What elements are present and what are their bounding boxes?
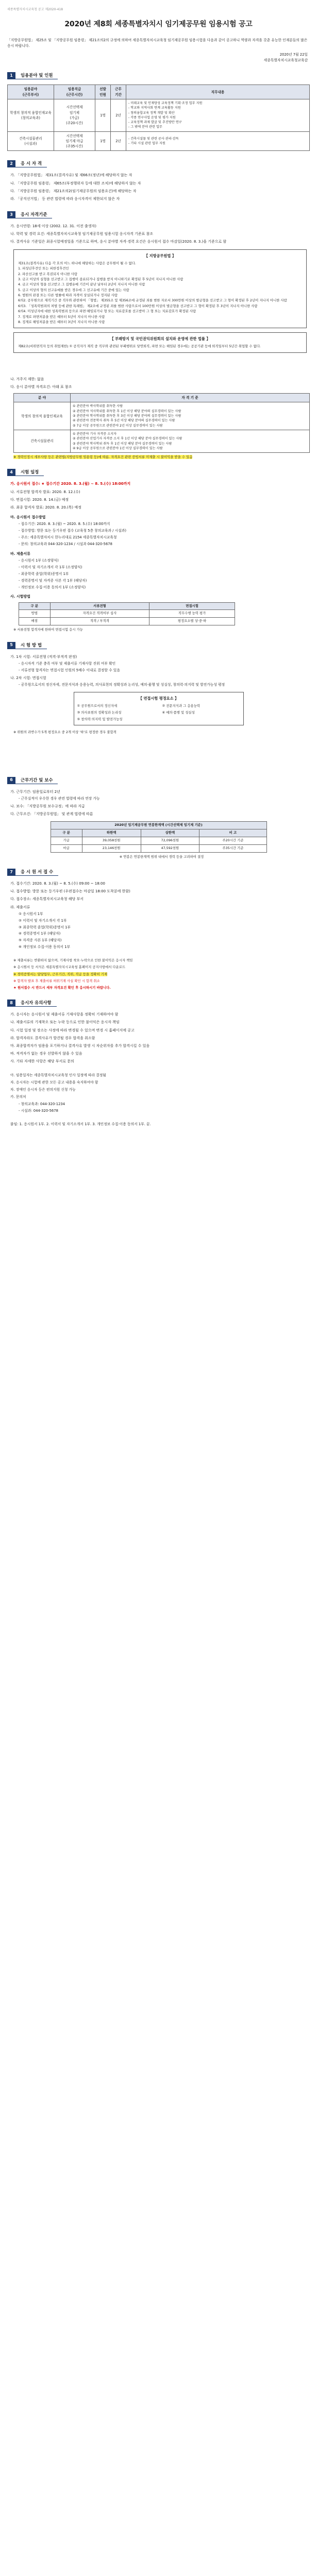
apply-line: - 접수방법: 방문 또는 등기우편 접수 (교육청 5층 창의교육과 / 시설과) bbox=[19, 529, 126, 533]
cell: 47,592천원 bbox=[141, 844, 199, 852]
exam-method-note: ※ 서류전형 합격자에 한하여 면접시험 응시 가능 bbox=[13, 628, 83, 632]
list-item: 나. 학력 및 경력 요건: 세종특별자치시교육청 임기제공무원 임용시험 응시자격 기준표 참조 bbox=[10, 232, 154, 236]
exam-method-table bbox=[19, 602, 235, 626]
list-item: 라. 「공직선거법」 등 관련 법령에 따라 응시자격이 제한되지 않은 자 bbox=[10, 196, 120, 201]
criteria-item: ⑤ 창의력·의지력 및 발전가능성 bbox=[77, 717, 123, 721]
law-excerpt-box bbox=[13, 249, 307, 329]
section-7-header bbox=[7, 869, 310, 876]
document-line: - 최종학력 졸업(학위)증명서 1부 bbox=[19, 571, 69, 576]
col-header: 상한액 bbox=[141, 829, 199, 837]
section-title: 응 시 자 격 bbox=[15, 160, 47, 167]
cell: 마급 bbox=[51, 844, 82, 852]
list-item: 다. 면접시험: 2020. 8. 14.(금) 예정 bbox=[10, 497, 69, 502]
col-header: 분 야 bbox=[14, 394, 71, 402]
criteria-item: ③ 의사표현의 정확성과 논리성 bbox=[77, 710, 122, 715]
list-item: 다. 응시 분야별 자격요건: 아래 표 참조 bbox=[10, 385, 72, 389]
section-title: 응 시 원 서 접 수 bbox=[15, 869, 58, 876]
closing-line: 자. 응시자는 시험에 관한 모든 공고 내용을 숙지하여야 함 bbox=[10, 1080, 98, 1084]
col-header: 자 격 기 준 bbox=[71, 394, 310, 402]
section-number: 7 bbox=[7, 869, 15, 876]
section-8-header bbox=[7, 999, 310, 1007]
cell: 39,058천원 bbox=[82, 837, 141, 844]
list-item: 가. 접수기간: 2020. 8. 3.(월) ~ 8. 5.(수) 09:00 ~ 18:00 bbox=[10, 882, 105, 886]
interview-criteria-box bbox=[74, 692, 244, 726]
document-line: - 응시원서 1부 (소정양식) bbox=[19, 558, 59, 563]
qualification-note: ※ 경력인정시 세부사항 등은 관련법(지방공무원 임용령 등)에 따름. 자격요건 관련 증빙서류 미제출 시 불이익을 받을 수 있음 bbox=[13, 455, 193, 460]
list-item: 다. 「지방공무원 임용령」 제21조의2(임기제공무원의 임용요건)에 해당하는 자 bbox=[10, 189, 137, 193]
section-number: 5 bbox=[7, 642, 15, 649]
table-row bbox=[8, 99, 310, 131]
col-header: 선발 인원 bbox=[95, 85, 111, 99]
cell-period: 2년 bbox=[111, 99, 126, 131]
section-3-header bbox=[7, 211, 310, 218]
col-header: 서류전형 bbox=[50, 602, 149, 610]
table-row bbox=[19, 610, 235, 618]
criteria-item: ④ 예의·품행 및 성실성 bbox=[162, 710, 195, 715]
cell: 72,096천원 bbox=[141, 837, 199, 844]
submission-note: ※ 합격자 발표 후 제출서류 허위기재 사실 확인 시 합격 취소 bbox=[13, 978, 100, 983]
section-6-header bbox=[7, 777, 310, 784]
cell-field: 건축시설물관리 bbox=[14, 430, 71, 452]
table-row bbox=[14, 402, 310, 430]
box-line: 5. 금고 이상의 형의 선고유예를 받은 경우에 그 선고유예 기간 중에 있는 사람 bbox=[18, 287, 129, 292]
list-sub-item: - 서류전형 합격자는 면접시험 인원의 5배수 이내로 결정할 수 있음 bbox=[19, 668, 120, 672]
list-item: 다. 접수장소: 세종특별자치시교육청 해당 부서 bbox=[10, 897, 84, 902]
announcement-date: 2020년 7월 22일 bbox=[279, 52, 308, 57]
criteria-item: ② 전문지식과 그 응용능력 bbox=[162, 703, 201, 708]
interview-note: ※ 위원의 과반수가 5개 평정요소 중 2개 이상 '하'로 평정한 경우 불합격 bbox=[13, 730, 116, 735]
col-header: 직무내용 bbox=[126, 85, 310, 99]
cell: 자격요건 적격여부 심사 bbox=[50, 610, 149, 618]
table-title: 2020년 임기제공무원 연봉한계액 (시간선택제 임기제 기준) bbox=[51, 822, 266, 829]
cell-field: 학생의 창의적 융합인재교육 bbox=[14, 402, 71, 430]
document-line: ④ 경력증명서 1부 (해당자) bbox=[19, 931, 61, 936]
document-line: - 경력증명서 및 자격증 사본 각 1부 (해당자) bbox=[19, 578, 87, 583]
list-item: 나. 「지방공무원 임용령」 제65조(부정행위자 등에 대한 조치)에 해당하지 않는 자 bbox=[10, 181, 141, 185]
cell-criteria: ① 관련분야 박사학위를 취득한 사람 ② 관련분야 석사학위를 취득한 후 1년 이상 해당 분야의 실무경력이 있는 사람 ③ 관련분야 학사학위를 취득한 후 3년 이상 해당 분야의 실무경력이 있는 사람 ④ 관련분야 전문학사 취득 후 5년 이상 해당 분야의 실무경력이 있는 사람 ⑤ 7급 이상 공무원으로 관련분야 2년 이상 실무경력이 있는 사람 bbox=[71, 402, 310, 430]
document-line: ② 이력서 및 자기소개서 각 1부 bbox=[19, 918, 67, 923]
section-2-header bbox=[7, 160, 310, 167]
list-item: 가. 응시자는 응시원서 및 제출서류 기재사항을 정확히 기재하여야 함 bbox=[10, 1012, 119, 1017]
closing-line: 아. 임용일자는 세종특별자치시교육청 인사 일정에 따라 결정됨 bbox=[10, 1073, 106, 1077]
section-number: 8 bbox=[7, 999, 15, 1007]
list-sub-item: - 근무실적이 우수한 경우 관련 법령에 따라 연장 가능 bbox=[19, 796, 100, 801]
col-header: 비 고 bbox=[199, 829, 266, 837]
qualification-table bbox=[13, 393, 310, 453]
table-title-row bbox=[51, 822, 266, 829]
list-item: 바. 적격자가 없는 경우 선발하지 않을 수 있음 bbox=[10, 1052, 82, 1056]
list-item: 가. 응시연령: 18세 이상 (2002. 12. 31. 이전 출생자) bbox=[10, 224, 96, 229]
cell: 배점 bbox=[19, 618, 51, 625]
closing-line: 차. 장애인 응시자 등은 편의지원 신청 가능 bbox=[10, 1088, 76, 1092]
table-row bbox=[8, 131, 310, 151]
section-title: 응시 자격기준 bbox=[15, 211, 52, 218]
col-header: 임용분야 (근무부서) bbox=[8, 85, 54, 99]
box-line: 4. 금고 이상의 형을 선고받고 그 집행유예 기간이 끝난 날부터 2년이 지나지 아니한 사람 bbox=[18, 282, 145, 287]
table-header-row bbox=[14, 394, 310, 402]
cell: 적격 / 부적격 bbox=[50, 618, 149, 625]
cell: 방법 bbox=[19, 610, 51, 618]
cell-dept: 학생의 창의적 융합인재교육 (창의교육과) bbox=[8, 99, 54, 131]
cell-count: 1명 bbox=[95, 131, 111, 151]
date-block bbox=[7, 52, 308, 63]
cell: 직무수행 능력 평가 bbox=[149, 610, 235, 618]
list-item: 다. 시험 일정 및 장소는 사정에 따라 변경될 수 있으며 변경 시 홈페이지에 공고 bbox=[10, 1028, 135, 1032]
list-item: 가. 응시원서 접수: ★ 접수기간 2020. 8. 3.(월) ~ 8. 5.(수) 18:00까지 bbox=[10, 482, 131, 486]
box-line: 6의4. 미성년자에 대한 성폭력범죄 등으로 파면·해임되거나 형 또는 치료감호를 선고받아 그 형 또는 치료감호가 확정된 사람 bbox=[18, 309, 196, 314]
submission-note: ※ 경력증명서는 담당업무, 근무기간, 직위, 직급 등을 정확히 기재 bbox=[13, 972, 108, 976]
table-row bbox=[14, 430, 310, 452]
list-item: 나. 보수: 「지방공무원 보수규정」에 따라 지급 bbox=[10, 804, 85, 808]
list-item: 나. 거주지 제한: 없음 bbox=[10, 377, 44, 381]
closing-line: 카. 문의처 bbox=[10, 1095, 26, 1099]
table-header-row bbox=[51, 829, 266, 837]
box-line: 2. 파산선고를 받고 복권되지 아니한 사람 bbox=[18, 272, 78, 276]
list-item: 나. 서류전형 합격자 발표: 2020. 8. 12.(수) bbox=[10, 489, 80, 494]
section-number: 2 bbox=[7, 160, 15, 167]
col-header: 하한액 bbox=[82, 829, 141, 837]
box-line: 6. 법원의 판결 또는 다른 법률에 따라 자격이 상실되거나 정지된 사람 bbox=[18, 293, 118, 298]
table-header-row bbox=[19, 602, 235, 610]
document-line: ③ 최종학력 졸업(학위)증명서 1부 bbox=[19, 925, 71, 929]
list-item: 나. 2차 시험: 면접시험 bbox=[10, 675, 46, 680]
box-line: 3. 금고 이상의 실형을 선고받고 그 집행이 종료되거나 집행을 받지 아니하기로 확정된 후 5년이 지나지 아니한 사람 bbox=[18, 277, 183, 281]
box-title: 【 면접시험 평정요소 】 bbox=[138, 696, 179, 701]
document-line: - 이력서 및 자기소개서 각 1부 (소정양식) bbox=[19, 565, 82, 569]
list-item: 마. 최종합격자가 임용을 포기하거나 결격사유 발생 시 차순위자를 추가 합격시킬 수 있음 bbox=[10, 1044, 150, 1048]
table-header-row bbox=[8, 85, 310, 99]
cell: 23,146천원 bbox=[82, 844, 141, 852]
exam-method-title: 사. 시험방법 bbox=[10, 595, 30, 599]
list-sub-item: - 공무원으로서의 정신자세, 전문지식과 응용능력, 의사표현의 정확성과 논리성, 예의·품행 및 성실성, 창의력·의지력 및 발전가능성 평정 bbox=[19, 682, 225, 687]
criteria-item bbox=[162, 717, 240, 722]
col-header: 근무 기간 bbox=[111, 85, 126, 99]
box-line: 8. 징계로 해임처분을 받은 때부터 3년이 지나지 아니한 사람 bbox=[18, 319, 105, 324]
list-item: 나. 접수방법: 방문 또는 등기우편 (우편접수는 마감일 18:00 도착분에 한함) bbox=[10, 889, 130, 894]
box-title: 【 지방공무원법 】 bbox=[144, 253, 176, 258]
section-4-header bbox=[7, 469, 310, 476]
col-header: 구 분 bbox=[51, 829, 82, 837]
cell-period: 2년 bbox=[111, 131, 126, 151]
cell-grade: 시간선택제 임기제 (가급) (주20시간) bbox=[54, 99, 95, 131]
cell-duty: - 건축시설물 및 관련 공사 관리·감독 - 기타 시설 관련 업무 지원 bbox=[126, 131, 310, 151]
list-item: 라. 제출서류 bbox=[10, 905, 30, 909]
list-item: 라. 최종 합격자 발표: 2020. 8. 20.(목) 예정 bbox=[10, 505, 81, 510]
attachments-line: 붙임: 1. 응시원서 1부. 2. 이력서 및 자기소개서 1부. 3. 개인정보 수집·이용 동의서 1부. 끝. bbox=[10, 1122, 151, 1127]
positions-table bbox=[7, 84, 310, 151]
page-title: 2020년 제8회 세종특별자치시 임기제공무원 임용시험 공고 bbox=[64, 20, 253, 29]
contact-line: - 시설과: 044-320-5678 bbox=[19, 1109, 58, 1113]
documents-title: 바. 제출서류 bbox=[10, 551, 30, 556]
section-title: 임용분야 및 인원 bbox=[15, 72, 58, 79]
document-line: ① 응시원서 1부 bbox=[19, 911, 43, 916]
section-title: 근무기간 및 보수 bbox=[15, 777, 58, 784]
cell: 주35시간 기준 bbox=[199, 844, 266, 852]
section-number: 3 bbox=[7, 211, 15, 218]
document-line: - 개인정보 수집·이용 동의서 1부 (소정양식) bbox=[19, 585, 86, 589]
apply-method-title: 마. 응시원서 접수방법 bbox=[10, 515, 46, 520]
table-row bbox=[19, 618, 235, 625]
section-number: 4 bbox=[7, 469, 15, 476]
cell-grade: 시간선택제 임기제 마급 (주35시간) bbox=[54, 131, 95, 151]
list-item: 나. 제출서류의 기재착오 또는 누락 등으로 인한 불이익은 응시자 책임 bbox=[10, 1020, 120, 1025]
section-title: 시험 일정 bbox=[15, 469, 44, 476]
list-sub-item: - 응시자격 기준 충족 여부 및 제출서류 기재사항 진위 여부 확인 bbox=[19, 661, 116, 666]
law-excerpt-box bbox=[13, 332, 307, 353]
section-number: 1 bbox=[7, 72, 15, 79]
list-item: 가. 「지방공무원법」 제31조(결격사유) 및 제66조(정년)에 해당하지 않는 자 bbox=[10, 173, 132, 178]
col-header: 면접시험 bbox=[149, 602, 235, 610]
list-item: 다. 근무조건: 「지방공무원법」 및 관계 법령에 따름 bbox=[10, 811, 93, 816]
box-line: 제31조(결격사유) 다음 각 호의 어느 하나에 해당하는 사람은 공무원이 될 수 없다. bbox=[18, 261, 136, 265]
issuer: 세종특별자치시교육청교육감 bbox=[263, 58, 308, 62]
cell-criteria: ① 관련분야 기사 자격증 소지자 ② 관련분야 산업기사 자격증 소지 후 1년 이상 해당 분야 실무경력이 있는 사람 ③ 관련분야 학사학위 취득 후 1년 이상 해당 분야 실무경력이 있는 사람 ④ 9급 이상 공무원으로 관련분야 1년 이상 실무경력이 있는 사람 bbox=[71, 430, 310, 452]
cell-duty: - 미래교육 및 인재양성 교육정책 기획·조정 업무 지원 - 학교와 지역사회 연계 교육활동 지원 - 창의융합교육 정책 개발 및 확산 - 각종 연구사업 운영 및 평가 지원 - 교육정책 과제 발굴 및 추진방안 연구 - 그 밖에 분야 관련 업무 bbox=[126, 99, 310, 131]
box-line: 6의3. 「성폭력범죄의 처벌 등에 관한 특례법」 제2조에 규정된 죄를 범한 사람으로서 100만원 이상의 벌금형을 선고받고 그 형이 확정된 후 3년이 지나지 아니한 사람 bbox=[18, 303, 258, 308]
section-number: 6 bbox=[7, 777, 15, 784]
cell: 가급 bbox=[51, 837, 82, 844]
contact-line: - 창의교육과: 044-320-1234 bbox=[19, 1102, 65, 1107]
box-title: 【 부패방지 및 국민권익위원회의 설치와 운영에 관한 법률 】 bbox=[110, 336, 210, 342]
section-5-header bbox=[7, 642, 310, 649]
box-line: 제82조(비위면직자 등의 취업제한) ① 공직자가 재직 중 직무와 관련된 부패행위로 당연퇴직, 파면 또는 해임된 경우에는 공공기관 등에 퇴직일부터 5년간 취업할 수 없다. bbox=[18, 344, 261, 349]
section-1-header bbox=[7, 72, 310, 79]
submission-note: ※ 응시원서 등 서식은 세종특별자치시교육청 홈페이지 공지사항에서 다운로드 bbox=[13, 965, 126, 970]
salary-table bbox=[51, 821, 267, 853]
announcement-number: 세종특별자치시교육청 공고 제2020-418 bbox=[7, 8, 63, 11]
box-line: 7. 징계로 파면처분을 받은 때부터 5년이 지나지 아니한 사람 bbox=[18, 314, 105, 319]
cell-dept: 건축시설물관리 (시설과) bbox=[8, 131, 54, 151]
col-header: 임용직급 (근무시간) bbox=[54, 85, 95, 99]
cell: 평정요소별 상·중·하 bbox=[149, 618, 235, 625]
intro-paragraph: 「지방공무원법」 제25조 및 「지방공무원 임용령」 제21조의2의 규정에 의하여 세종특별자치시교육청 임기제공무원 임용시험을 다음과 같이 공고하니 역량과 자격을 갖춘 유능한 인재분들의 많은 응시 바랍니다. bbox=[7, 38, 308, 48]
cell-count: 1명 bbox=[95, 99, 111, 131]
list-item: 라. 합격자라도 결격사유가 발견될 경우 합격을 취소함 bbox=[10, 1036, 95, 1040]
cell: 주20시간 기준 bbox=[199, 837, 266, 844]
table-row bbox=[51, 837, 266, 844]
submission-warning: ★ 원서접수 시 반드시 세부 자격요건 확인 후 응시하시기 바랍니다. bbox=[13, 986, 111, 990]
salary-note: ※ 연봉은 연봉한계액 범위 내에서 경력 등을 고려하여 결정 bbox=[119, 854, 204, 859]
submission-note: ※ 제출서류는 반환하지 않으며, 기재사항 착오·누락으로 인한 불이익은 응시자 책임 bbox=[13, 958, 133, 963]
section-title: 응시자 유의사항 bbox=[15, 999, 57, 1007]
table-row bbox=[51, 844, 266, 852]
list-item: 가. 근무기간: 임용일로부터 2년 bbox=[10, 789, 60, 794]
criteria-item: ① 공무원으로서의 정신자세 bbox=[77, 703, 118, 708]
list-item: 다. 결격사유 기준일은 최종시험예정일을 기준으로 하며, 응시 분야별 자격·경력 요건은 응시원서 접수 마감일(2020. 8. 3.)을 기준으로 함 bbox=[10, 240, 227, 244]
document-line: ⑥ 개인정보 수집·이용 동의서 1부 bbox=[19, 945, 71, 950]
apply-line: - 문의: 창의교육과 044-320-1234 / 시설과 044-320-5678 bbox=[19, 541, 112, 546]
document-line: ⑤ 자격증 사본 1부 (해당자) bbox=[19, 938, 62, 943]
box-line: 6의2. 공무원으로 재직기간 중 직무와 관련하여 「형법」 제355조 및 제356조에 규정된 죄를 범한 자로서 300만원 이상의 벌금형을 선고받고 그 형이 확정된 후 2년이 지나지 아니한 사람 bbox=[18, 298, 287, 303]
list-item: 사. 기타 자세한 사항은 해당 부서로 문의 bbox=[10, 1059, 74, 1064]
col-header: 구 분 bbox=[19, 602, 51, 610]
section-title: 시 험 방 법 bbox=[15, 642, 47, 649]
apply-line: - 접수기간: 2020. 8. 3.(월) ~ 2020. 8. 5.(수) 18:00까지 bbox=[19, 522, 110, 527]
list-item: 가. 1차 시험: 서류전형 (적격·부적격 판정) bbox=[10, 654, 77, 659]
apply-line: - 주소: 세종특별자치시 한누리대로 2154 세종특별자치시교육청 bbox=[19, 535, 117, 540]
box-line: 1. 피성년후견인 또는 피한정후견인 bbox=[18, 266, 69, 271]
